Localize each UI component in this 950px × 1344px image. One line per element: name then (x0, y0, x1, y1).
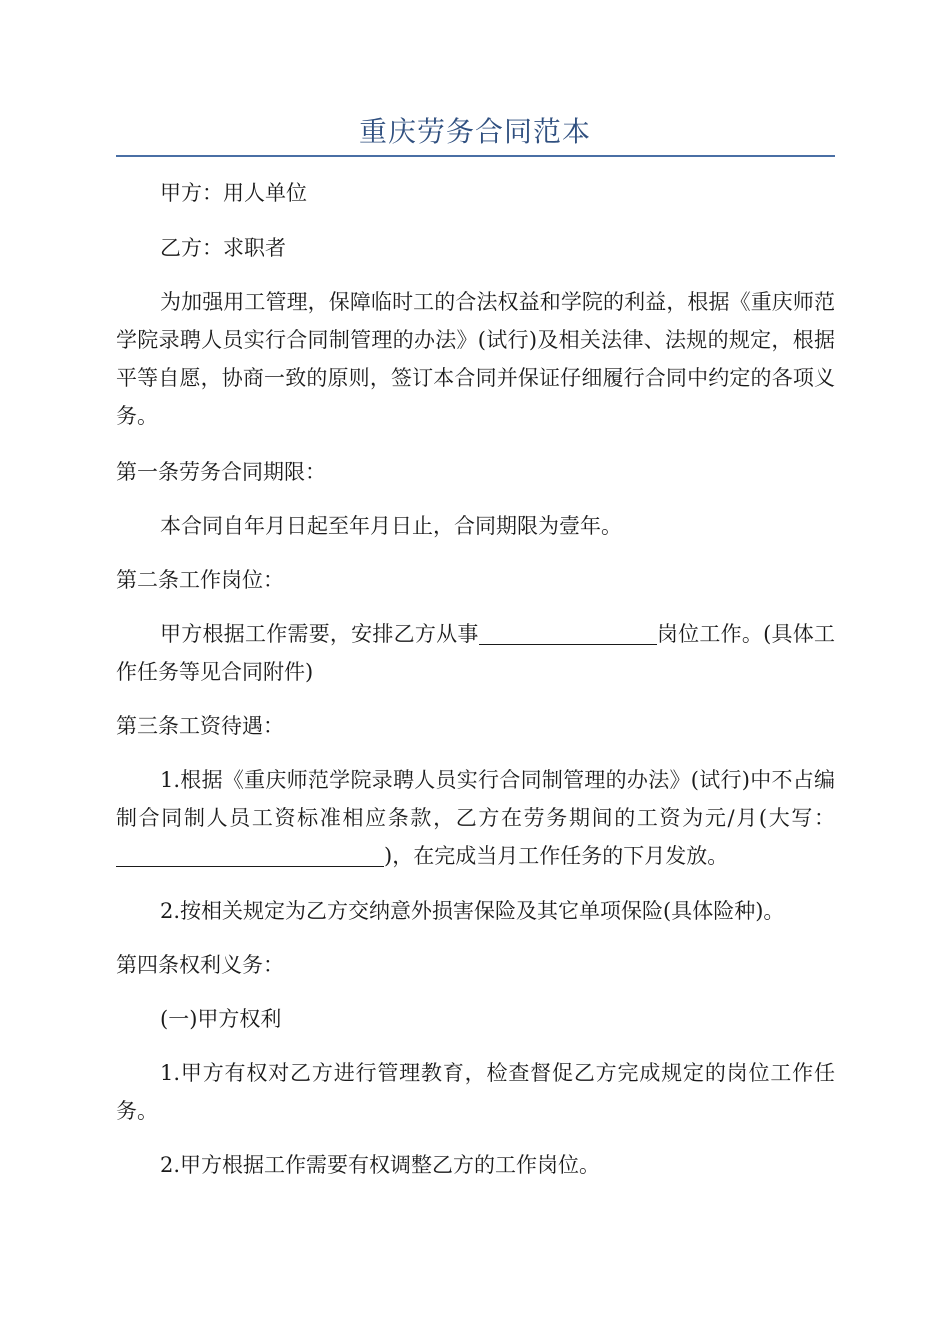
salary-amount-blank-field[interactable] (116, 844, 384, 867)
article-3-item-1-after-blank: )，在完成当月工作任务的下月发放。 (384, 844, 729, 868)
document-title: 重庆劳务合同范本 (358, 115, 591, 148)
article-3-item-2: 2.按相关规定为乙方交纳意外损害保险及其它单项保险(具体险种)。 (160, 899, 785, 923)
article-2-heading: 第二条工作岗位： (116, 568, 284, 592)
preamble-paragraph: 为加强用工管理，保障临时工的合法权益和学院的利益，根据《重庆师范学院录聘人员实行合同制管理的办法》(试行)及相关法律、法规的规定，根据平等自愿，协商一致的原则，签订本合同并保证仔细履行合同中约定的各项义务。 (116, 290, 835, 428)
article-2-text (116, 615, 835, 691)
article-3-item-1 (116, 761, 835, 875)
party-a-line: 甲方：用人单位 (160, 181, 307, 205)
party-a-rights-item-1: 1.甲方有权对乙方进行管理教育，检查督促乙方完成规定的岗位工作任务。 (116, 1061, 835, 1123)
article-2-text-before-blank: 甲方根据工作需要，安排乙方从事 (160, 622, 479, 646)
article-4-heading: 第四条权利义务： (116, 953, 284, 977)
article-1-text: 本合同自年月日起至年月日止，合同期限为壹年。 (160, 514, 622, 538)
title-underline (116, 155, 835, 157)
article-3-item-1-before-blank: 1.根据《重庆师范学院录聘人员实行合同制管理的办法》(试行)中不占编制合同制人员工资标准相应条款，乙方在劳务期间的工资为元/月(大写： (116, 768, 835, 830)
party-b-line: 乙方：求职者 (160, 236, 286, 260)
article-3-heading: 第三条工资待遇： (116, 714, 284, 738)
article-1-heading: 第一条劳务合同期限： (116, 460, 326, 484)
article-2-text-after-blank: 岗位工作。(具体工作任务等见合同附件) (116, 622, 835, 684)
party-a-rights-heading: (一)甲方权利 (160, 1007, 282, 1031)
party-a-rights-item-2: 2.甲方根据工作需要有权调整乙方的工作岗位。 (160, 1153, 601, 1177)
position-blank-field[interactable] (479, 622, 657, 645)
